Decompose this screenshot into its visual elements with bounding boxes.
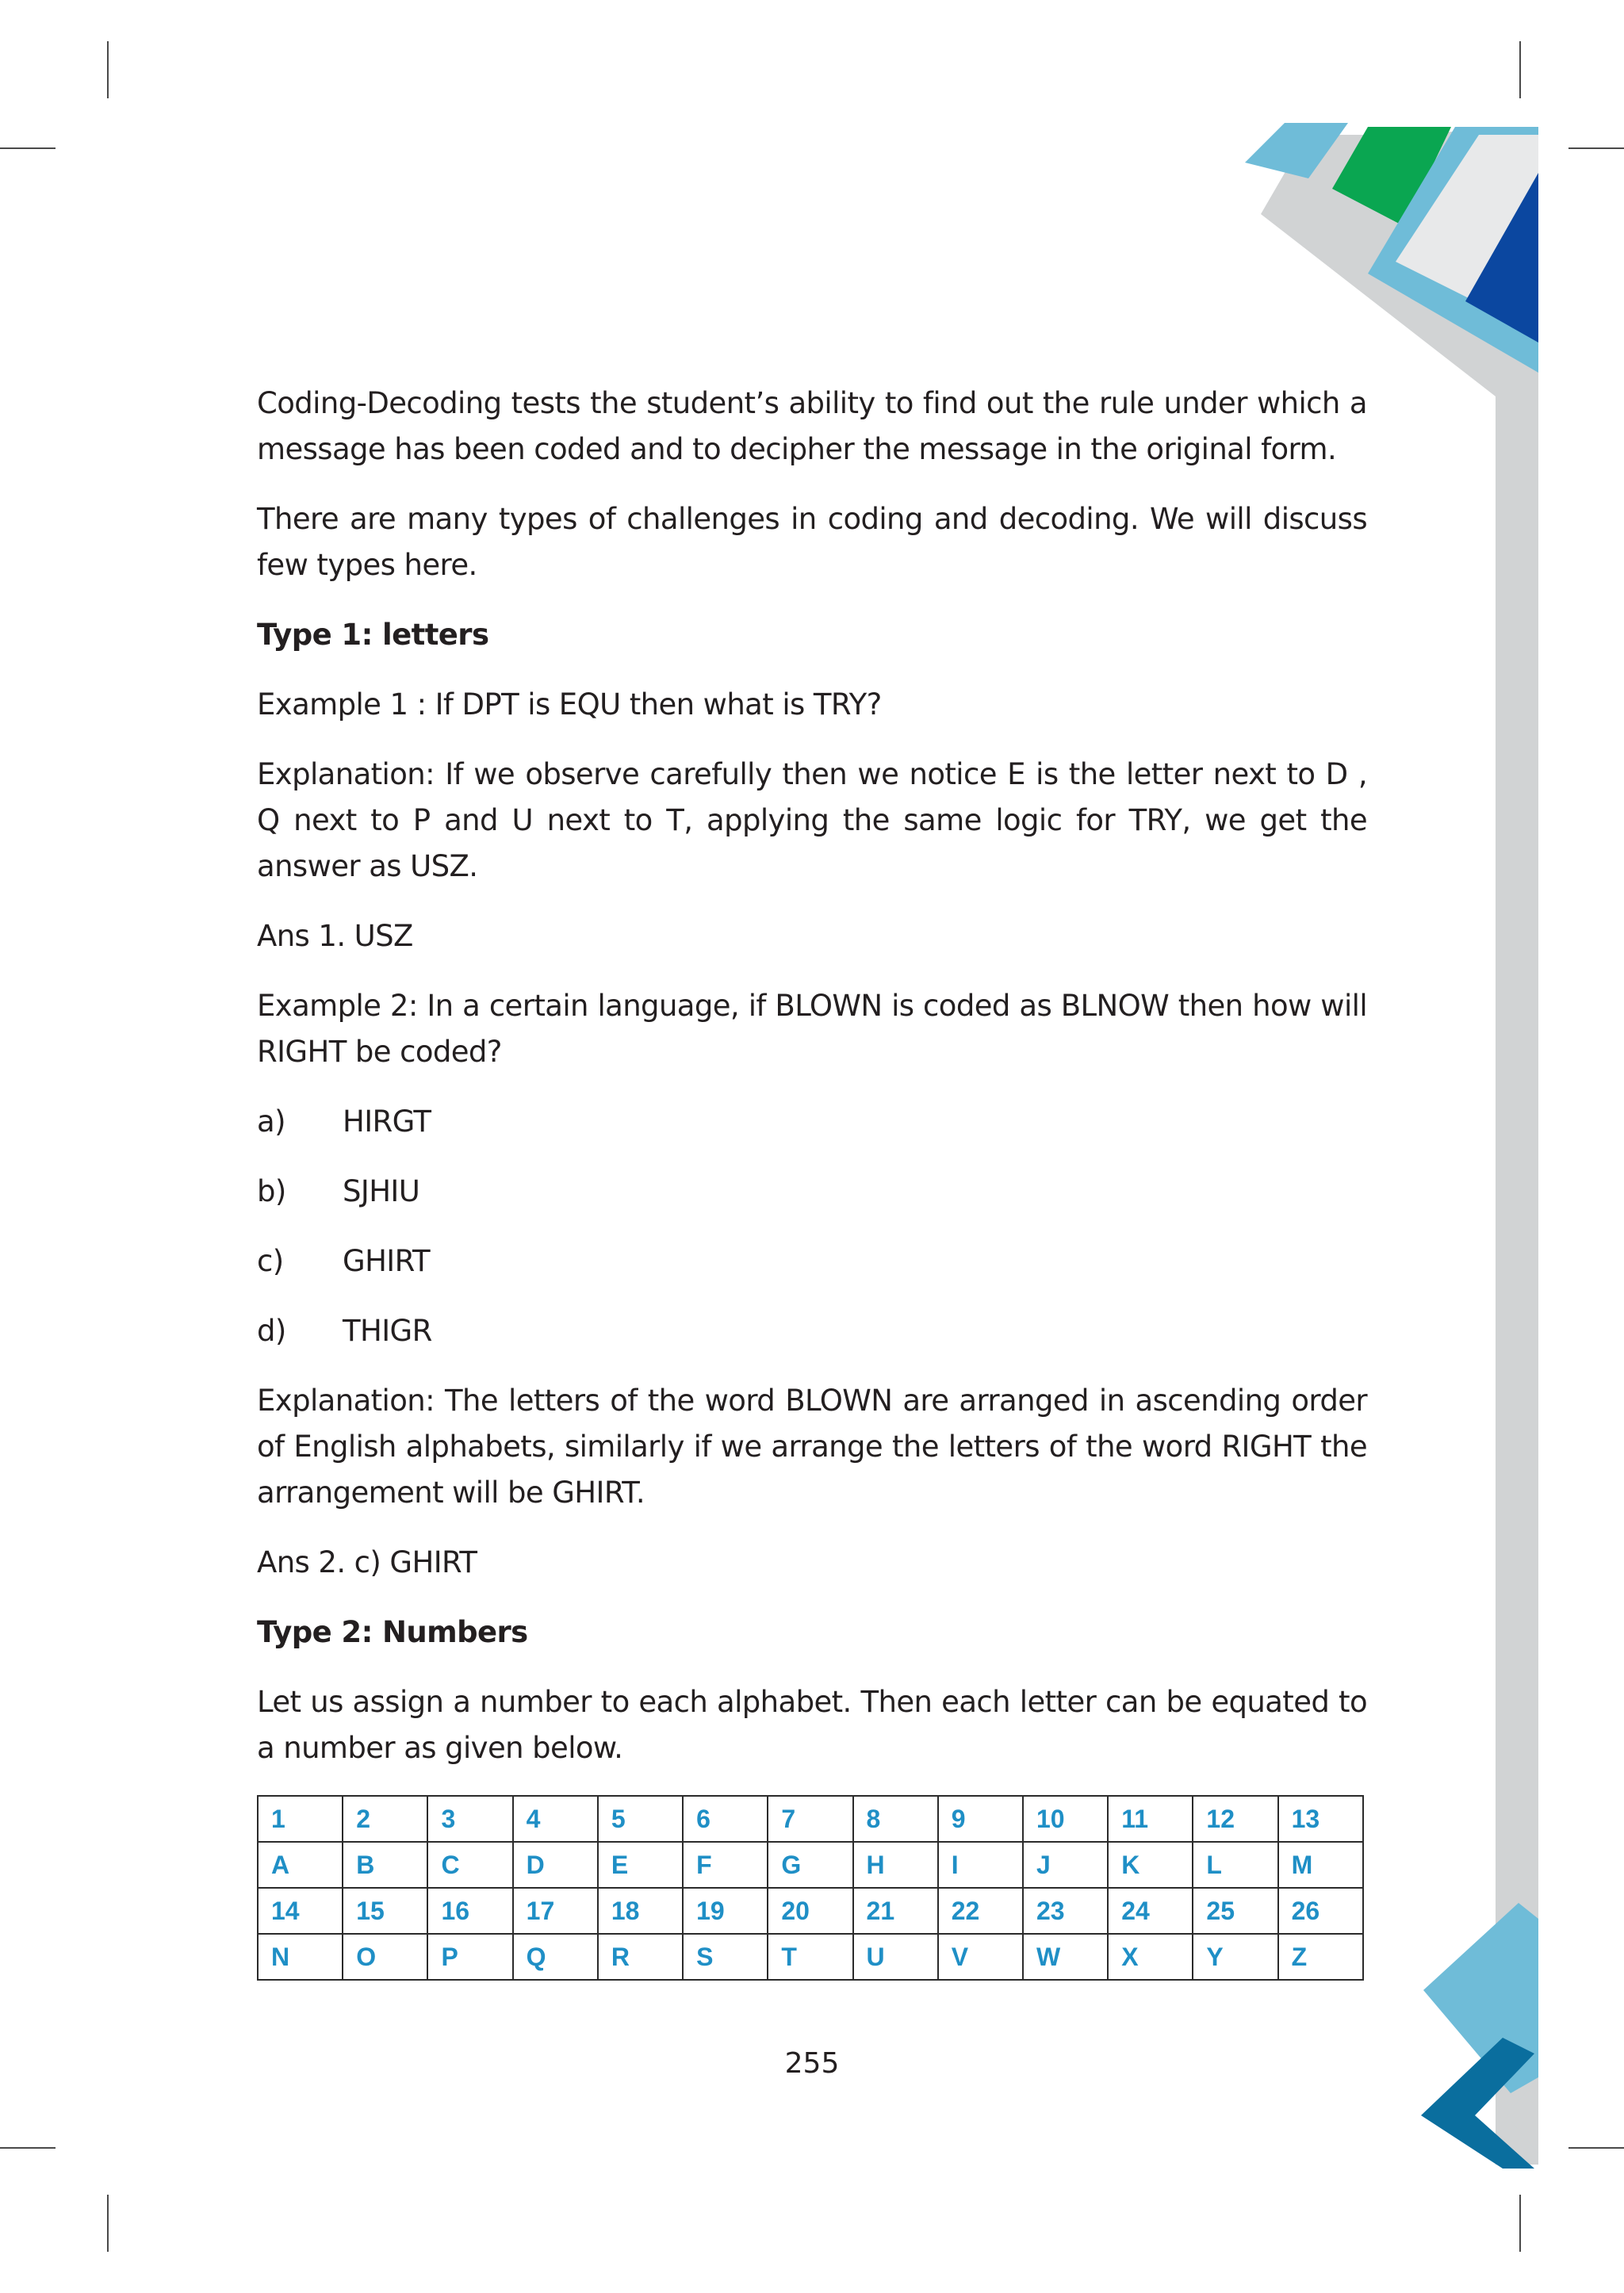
page-content (257, 381, 1367, 1981)
table-cell: 12 (1193, 1796, 1277, 1842)
option-b (257, 1169, 1367, 1215)
table-cell: X (1108, 1934, 1193, 1980)
table-row (258, 1934, 1363, 1980)
option-text: SJHIU (343, 1174, 420, 1208)
table-cell: K (1108, 1842, 1193, 1888)
answer-2: Ans 2. c) GHIRT (257, 1545, 477, 1579)
table-cell: 22 (938, 1888, 1023, 1934)
explanation-1: Explanation: If we observe carefully then we notice E is the letter next to D , Q next to P and U next to T, applying the same logic for TRY, we get the answer as USZ. (257, 757, 1367, 883)
example-2: Example 2: In a certain language, if BLOWN is coded as BLNOW then how will RIGHT be coded? (257, 989, 1367, 1069)
table-cell: 24 (1108, 1888, 1193, 1934)
table-cell: 21 (853, 1888, 938, 1934)
table-cell: F (683, 1842, 768, 1888)
type2-heading: Type 2: Numbers (257, 1615, 528, 1649)
table-cell: 18 (598, 1888, 683, 1934)
table-cell: 17 (513, 1888, 598, 1934)
table-cell: B (343, 1842, 427, 1888)
table-cell: 26 (1278, 1888, 1363, 1934)
table-cell: T (768, 1934, 852, 1980)
table-row (258, 1888, 1363, 1934)
table-cell: 7 (768, 1796, 852, 1842)
table-cell: 20 (768, 1888, 852, 1934)
option-label: b) (257, 1174, 286, 1208)
table-cell: 1 (258, 1796, 343, 1842)
option-text: HIRGT (343, 1104, 431, 1139)
table-cell: Z (1278, 1934, 1363, 1980)
table-cell: 15 (343, 1888, 427, 1934)
table-cell: Q (513, 1934, 598, 1980)
table-cell: E (598, 1842, 683, 1888)
table-cell: N (258, 1934, 343, 1980)
option-c (257, 1238, 1367, 1284)
table-cell: 25 (1193, 1888, 1277, 1934)
table-cell: 14 (258, 1888, 343, 1934)
table-cell: 11 (1108, 1796, 1193, 1842)
table-cell: V (938, 1934, 1023, 1980)
table-cell: R (598, 1934, 683, 1980)
table-cell: O (343, 1934, 427, 1980)
intro-paragraph-2: There are many types of challenges in coding and decoding. We will discuss few types here. (257, 502, 1367, 582)
example-1: Example 1 : If DPT is EQU then what is TRY? (257, 687, 882, 722)
table-cell: 5 (598, 1796, 683, 1842)
page-number: 255 (784, 2047, 840, 2080)
table-cell: U (853, 1934, 938, 1980)
table-cell: H (853, 1842, 938, 1888)
table-cell: J (1023, 1842, 1108, 1888)
table-cell: M (1278, 1842, 1363, 1888)
option-label: a) (257, 1104, 285, 1139)
table-cell: 6 (683, 1796, 768, 1842)
answer-1: Ans 1. USZ (257, 919, 413, 953)
table-cell: 4 (513, 1796, 598, 1842)
table-cell: G (768, 1842, 852, 1888)
option-label: c) (257, 1244, 284, 1278)
option-text: THIGR (343, 1314, 432, 1348)
table-cell: 2 (343, 1796, 427, 1842)
table-cell: 9 (938, 1796, 1023, 1842)
option-text: GHIRT (343, 1244, 431, 1278)
option-d (257, 1308, 1367, 1354)
table-cell: 16 (427, 1888, 512, 1934)
table-cell: 8 (853, 1796, 938, 1842)
table-cell: L (1193, 1842, 1277, 1888)
table-cell: P (427, 1934, 512, 1980)
table-row (258, 1796, 1363, 1842)
option-a (257, 1099, 1367, 1145)
type2-intro: Let us assign a number to each alphabet. Then each letter can be equated to a number as given below. (257, 1685, 1367, 1765)
option-label: d) (257, 1314, 286, 1348)
letter-number-table (257, 1795, 1364, 1981)
type1-heading: Type 1: letters (257, 618, 489, 652)
table-cell: S (683, 1934, 768, 1980)
table-cell: Y (1193, 1934, 1277, 1980)
table-cell: 10 (1023, 1796, 1108, 1842)
table-cell: C (427, 1842, 512, 1888)
table-cell: 23 (1023, 1888, 1108, 1934)
table-cell: W (1023, 1934, 1108, 1980)
table-cell: A (258, 1842, 343, 1888)
explanation-2: Explanation: The letters of the word BLOWN are arranged in ascending order of English alphabets, similarly if we arrange the letters of the word RIGHT the arrangement will be GHIRT. (257, 1384, 1367, 1510)
table-cell: 3 (427, 1796, 512, 1842)
table-row (258, 1842, 1363, 1888)
table-cell: 19 (683, 1888, 768, 1934)
side-strip (1496, 381, 1538, 2165)
table-cell: I (938, 1842, 1023, 1888)
table-cell: D (513, 1842, 598, 1888)
table-cell: 13 (1278, 1796, 1363, 1842)
intro-paragraph: Coding-Decoding tests the student’s ability to find out the rule under which a message has been coded and to decipher the message in the original form. (257, 386, 1367, 466)
